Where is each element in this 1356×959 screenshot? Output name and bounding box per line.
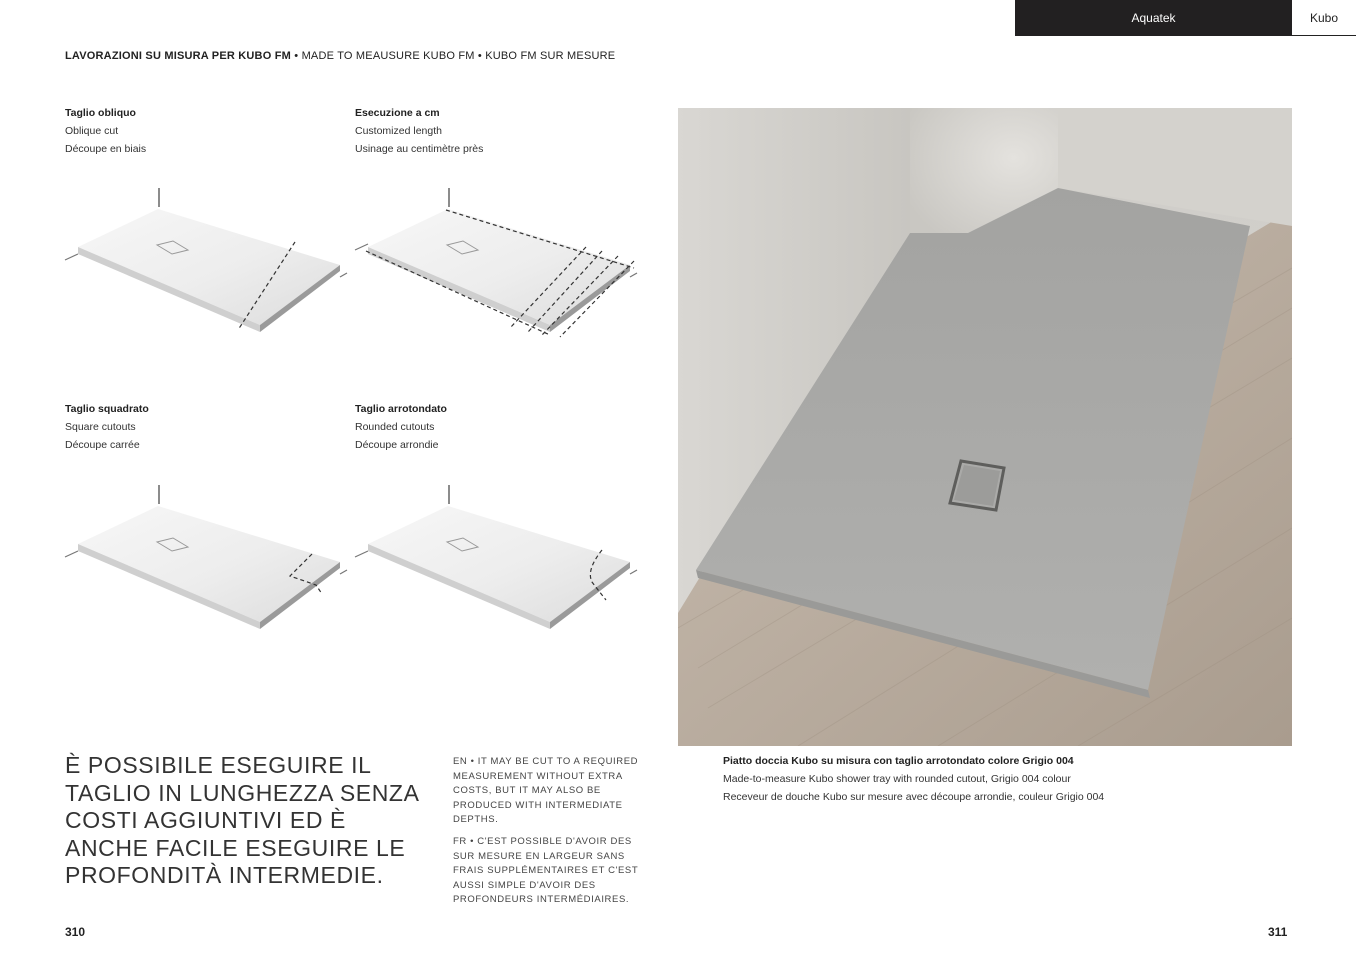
option-square-caption xyxy=(65,400,149,454)
option-title: Taglio squadrato xyxy=(65,403,149,415)
header-title-it: LAVORAZIONI SU MISURA PER KUBO FM xyxy=(65,50,291,62)
section-tabs xyxy=(1015,0,1356,36)
option-oblique-caption xyxy=(65,104,146,158)
main-statement: È POSSIBILE ESEGUIRE IL TAGLIO IN LUNGHEZZA SENZA COSTI AGGIUNTIVI ED È ANCHE FACILE ESEGUIRE LE PROFONDITÀ INTERMEDIE. xyxy=(65,752,419,888)
option-rounded-caption xyxy=(355,400,447,454)
option-fr: Découpe en biais xyxy=(65,143,147,155)
option-title: Taglio arrotondato xyxy=(355,403,447,415)
photo-caption-fr: Receveur de douche Kubo sur mesure avec découpe arrondie, couleur Grigio 004 xyxy=(723,791,1105,803)
option-en: Oblique cut xyxy=(65,125,119,137)
option-title: Esecuzione a cm xyxy=(355,107,440,119)
option-title: Taglio obliquo xyxy=(65,107,136,119)
page-number-left: 310 xyxy=(65,925,86,939)
english-statement: EN • IT MAY BE CUT TO A REQUIRED MEASUREMENT WITHOUT EXTRA COSTS, BUT IT MAY ALSO BE PRODUCED WITH INTERMEDIATE DEPTHS. xyxy=(453,756,639,826)
header-title-translations: • MADE TO MEAUSURE KUBO FM • KUBO FM SUR MESURE xyxy=(291,50,616,62)
oblique-cut-diagram xyxy=(60,185,350,345)
tab-aquatek[interactable]: Aquatek xyxy=(1015,0,1292,36)
square-cutouts-diagram xyxy=(60,482,350,642)
product-photo xyxy=(678,108,1292,746)
photo-caption xyxy=(723,752,1104,806)
page-number-right: 311 xyxy=(1268,925,1288,939)
option-en: Square cutouts xyxy=(65,421,136,433)
tab-kubo[interactable]: Kubo xyxy=(1292,0,1356,36)
option-fr: Découpe arrondie xyxy=(355,439,439,451)
option-fr: Découpe carrée xyxy=(65,439,140,451)
photo-caption-en: Made-to-measure Kubo shower tray with rounded cutout, Grigio 004 colour xyxy=(723,773,1071,785)
photo-caption-it: Piatto doccia Kubo su misura con taglio arrotondato colore Grigio 004 xyxy=(723,755,1074,767)
rounded-cutouts-diagram xyxy=(350,482,645,642)
option-fr: Usinage au centimètre près xyxy=(355,143,484,155)
customized-length-diagram xyxy=(350,185,645,345)
option-en: Customized length xyxy=(355,125,442,137)
page-header xyxy=(65,50,615,62)
option-length-caption xyxy=(355,104,483,158)
french-statement: FR • C'EST POSSIBLE D'AVOIR DES SUR MESURE EN LARGEUR SANS FRAIS SUPPLÉMENTAIRES ET C'EST AUSSI SIMPLE D'AVOIR DES PROFONDEURS INTERMÉDIAIRES. xyxy=(453,836,639,906)
option-en: Rounded cutouts xyxy=(355,421,435,433)
